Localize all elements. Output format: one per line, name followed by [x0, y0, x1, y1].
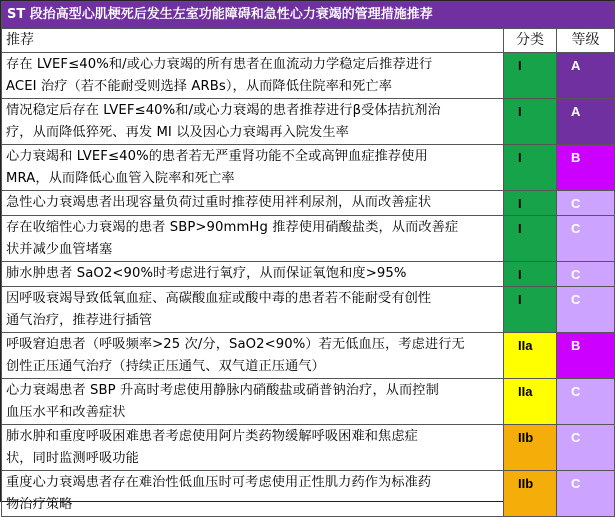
recommendation-line-1: 重度心力衰竭患者存在难治性低血压时可考虑使用正性肌力药作为标准药 [6, 475, 432, 490]
header-class: 分类 [504, 29, 557, 53]
recommendation-cell [2, 53, 504, 99]
table-row [2, 425, 615, 471]
recommendation-cell [2, 287, 504, 333]
table-row [2, 471, 615, 517]
recommendation-line-1: 肺水肿和重度呼吸困难患者考虑使用阿片类药物缓解呼吸困难和焦虑症 [6, 429, 418, 444]
recommendation-line-2: 状并减少血管堵塞 [6, 242, 113, 257]
class-cell: I [504, 53, 557, 99]
class-cell: IIa [504, 333, 557, 379]
recommendation-line-2: 血压水平和改善症状 [6, 405, 126, 420]
recommendation-line-1: 急性心力衰竭患者出现容量负荷过重时推荐使用袢利尿剂，从而改善症状 [6, 195, 432, 210]
table-row [2, 287, 615, 333]
recommendation-cell [2, 379, 504, 425]
class-cell: IIb [504, 471, 557, 517]
class-cell: I [504, 99, 557, 145]
table-row [2, 333, 615, 379]
class-cell: I [504, 216, 557, 262]
table-title-row [2, 2, 615, 29]
grade-cell: C [557, 287, 615, 333]
table-row [2, 191, 615, 216]
recommendation-cell [2, 145, 504, 191]
recommendation-table [1, 1, 615, 517]
table-row [2, 99, 615, 145]
class-cell: I [504, 287, 557, 333]
recommendation-line-1: 因呼吸衰竭导致低氧血症、高碳酸血症或酸中毒的患者若不能耐受有创性 [6, 291, 432, 306]
recommendation-line-2: 通气治疗，推荐进行插管 [6, 313, 153, 328]
recommendation-line-2: 状，同时监测呼吸功能 [6, 451, 139, 466]
recommendation-line-1: 存在收缩性心力衰竭的患者 SBP>90mmHg 推荐使用硝酸盐类，从而改善症 [6, 220, 459, 235]
grade-cell: C [557, 262, 615, 287]
grade-cell: C [557, 425, 615, 471]
recommendation-cell [2, 333, 504, 379]
recommendation-cell [2, 99, 504, 145]
recommendation-line-2: ACEI 治疗（若不能耐受则选择 ARBs），从而降低住院率和死亡率 [6, 79, 393, 94]
table-row [2, 216, 615, 262]
grade-cell: C [557, 216, 615, 262]
class-cell: IIa [504, 379, 557, 425]
table-row [2, 379, 615, 425]
recommendation-line-2: MRA，从而降低心血管入院率和死亡率 [6, 171, 235, 186]
grade-cell: C [557, 379, 615, 425]
recommendation-cell [2, 216, 504, 262]
grade-cell: A [557, 99, 615, 145]
table-header-row [2, 29, 615, 53]
recommendation-cell [2, 191, 504, 216]
grade-cell: C [557, 471, 615, 517]
class-cell: IIb [504, 425, 557, 471]
recommendation-cell [2, 425, 504, 471]
recommendation-line-1: 存在 LVEF≤40%和/或心力衰竭的所有患者在血流动力学稳定后推荐进行 [6, 57, 433, 72]
grade-cell: B [557, 333, 615, 379]
table-title: ST 段抬高型心肌梗死后发生左室功能障碍和急性心力衰竭的管理措施推荐 [2, 2, 615, 29]
recommendation-cell [2, 262, 504, 287]
class-cell: I [504, 145, 557, 191]
recommendation-line-2: 创性正压通气治疗（持续正压通气、双气道正压通气） [6, 359, 325, 374]
header-grade: 等级 [557, 29, 615, 53]
grade-cell: B [557, 145, 615, 191]
table-row [2, 53, 615, 99]
recommendation-line-1: 肺水肿患者 SaO2<90%时考虑进行氧疗，从而保证氧饱和度>95% [6, 266, 407, 281]
recommendation-line-1: 情况稳定后存在 LVEF≤40%和/或心力衰竭的患者推荐进行β受体拮抗剂治 [6, 103, 441, 118]
table-row [2, 145, 615, 191]
recommendation-cell [2, 471, 504, 517]
grade-cell: A [557, 53, 615, 99]
recommendation-line-2: 疗，从而降低猝死、再发 MI 以及因心力衰竭再入院发生率 [6, 125, 349, 140]
recommendation-line-1: 心力衰竭患者 SBP 升高时考虑使用静脉内硝酸盐或硝普钠治疗，从而控制 [6, 383, 439, 398]
grade-cell: C [557, 191, 615, 216]
recommendation-line-1: 心力衰竭和 LVEF≤40%的患者若无严重肾功能不全或高钾血症推荐使用 [6, 149, 428, 164]
class-cell: I [504, 191, 557, 216]
recommendation-line-2: 物治疗策略 [6, 497, 73, 512]
table-row [2, 262, 615, 287]
header-recommendation: 推荐 [2, 29, 504, 53]
recommendation-line-1: 呼吸窘迫患者（呼吸频率>25 次/分，SaO2<90%）若无低血压，考虑进行无 [6, 337, 465, 352]
class-cell: I [504, 262, 557, 287]
